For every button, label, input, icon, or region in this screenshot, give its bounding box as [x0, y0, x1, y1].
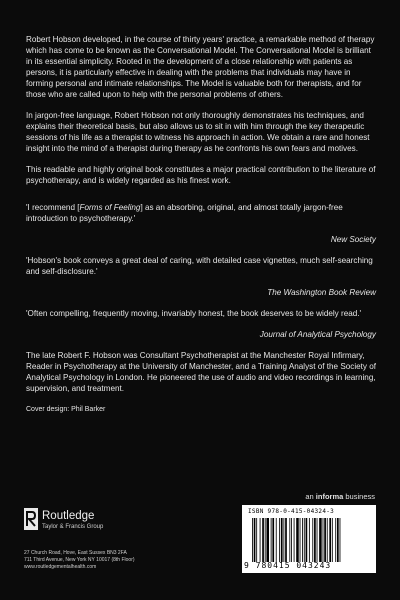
isbn-digits: 9 780415 043243 — [244, 561, 332, 570]
barcode-bar — [260, 518, 261, 562]
review-quote-1: 'I recommend [Forms of Feeling] as an absorbing, original, and almost totally jargon-free introduction to psychotherapy.' — [26, 203, 343, 223]
address-line: 711 Third Avenue, New York NY 10017 (8th Floor) — [24, 557, 135, 563]
barcode-bar — [254, 518, 256, 562]
barcode-bar — [256, 518, 257, 562]
barcode-bar — [285, 518, 287, 562]
description-paragraph-1: Robert Hobson developed, in the course of thirty years' practice, a remarkable method of therapy which has come to be known as the Conversational Model. The Conversational Model is brilliant in its essential simplicity. Rooted in the development of a close relationship with patients as persons, it is particularly effective in dealing with the problems that individuals may have in forming personal and intimate relationships. The Model is valuable both for therapists, and for those who are called upon to help with the personal problems of others. — [26, 35, 375, 99]
barcode-bar — [337, 518, 339, 562]
barcode-bar — [283, 518, 284, 562]
barcode-bar — [327, 518, 328, 562]
barcode-bar — [272, 518, 274, 562]
barcode-bar — [289, 518, 290, 562]
cover-design-credit: Cover design: Phil Barker — [26, 406, 106, 413]
barcode-bar — [276, 518, 277, 562]
barcode-bar — [279, 518, 280, 562]
barcode-bar — [340, 518, 341, 562]
barcode-bar — [252, 518, 253, 562]
barcode-bar — [304, 518, 305, 562]
description-paragraph-3: This readable and highly original book constitutes a major practical contribution to the literature of psychotherapy, and is widely regarded as his finest work. — [26, 165, 376, 185]
barcode-bar — [291, 518, 292, 562]
barcode-bar — [265, 518, 266, 562]
barcode-bar — [324, 518, 326, 562]
barcode-bar — [300, 518, 301, 562]
barcode-bar — [306, 518, 308, 562]
address-line: 27 Church Road, Hove, East Sussex BN3 2FA — [24, 550, 127, 556]
barcode-bar — [319, 518, 322, 562]
barcode-bar — [281, 518, 283, 562]
description-paragraph-2: In jargon-free language, Robert Hobson not only thoroughly demonstrates his techniques, and explains their theoretical basis, but also allows us to sit in with him through the key therapeutic sessions of his life as a therapist to witness his approach in action. We obtain a rare and honest insight into the mind of a therapist during therapy as he confronts his own fears and motives. — [26, 111, 370, 153]
review-quote-2: 'Hobson's book conveys a great deal of caring, with detailed case vignettes, much self-searching and self-disclosure.' — [26, 256, 373, 276]
isbn-label: ISBN 978-0-415-04324-3 — [248, 508, 335, 515]
barcode-bar — [262, 518, 264, 562]
author-bio: The late Robert F. Hobson was Consultant Psychotherapist at the Manchester Royal Infirmary, Reader in Psychotherapy at the University of Manchester, and a Training Analyst of the Society of Analytical Psychology in London. He pioneered the use of audio and video recordings in learning, supervision, and treatment. — [26, 351, 377, 393]
barcode-bar — [266, 518, 269, 562]
barcode-bar — [332, 518, 333, 562]
publisher-website: www.routledgementalhealth.com — [24, 564, 97, 570]
review-source-2: The Washington Book Review — [267, 288, 376, 297]
barcode-bar — [296, 518, 299, 562]
publisher-name: Routledge — [42, 510, 95, 522]
publisher-group: Taylor & Francis Group — [42, 524, 104, 530]
routledge-logo-icon — [24, 508, 38, 530]
barcode-bar — [294, 518, 295, 562]
review-source-1: New Society — [330, 235, 376, 244]
barcode-bar — [309, 518, 310, 562]
barcode-bar — [312, 518, 313, 562]
barcode-bar — [302, 518, 303, 562]
publisher-logo — [24, 507, 144, 545]
isbn-barcode — [242, 505, 376, 573]
publisher-address — [24, 550, 135, 571]
review-quote-3: 'Often compelling, frequently moving, invariably honest, the book deserves to be widely read.' — [26, 309, 362, 318]
review-source-3: Journal of Analytical Psychology — [259, 330, 376, 339]
barcode-bar — [317, 518, 318, 562]
barcode-bar — [271, 518, 272, 562]
barcode-bar — [314, 518, 316, 562]
barcode-bars — [252, 518, 370, 562]
barcode-bar — [323, 518, 324, 562]
barcode-bar — [335, 518, 336, 562]
barcode-bar — [329, 518, 331, 562]
informa-business-tagline: an informa business — [305, 492, 375, 501]
back-cover-text — [26, 34, 376, 415]
